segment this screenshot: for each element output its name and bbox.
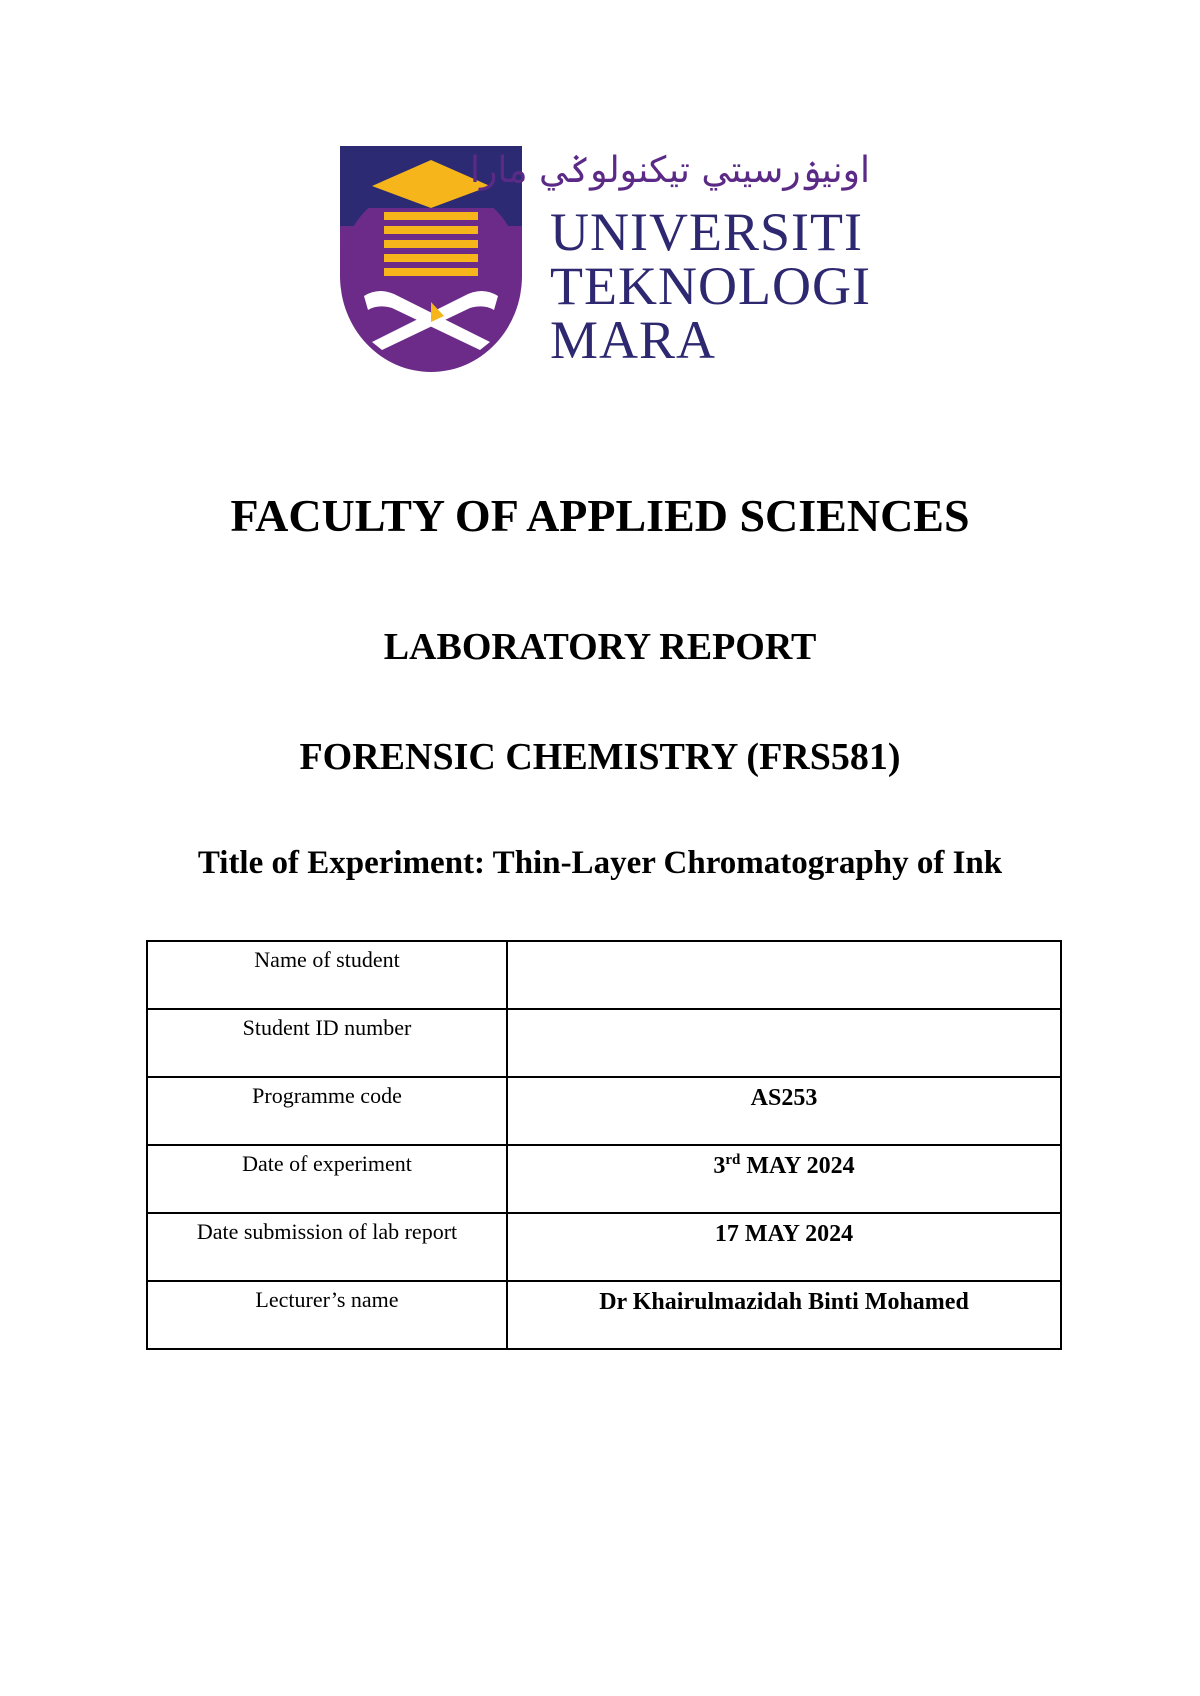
university-logo (340, 146, 880, 372)
experiment-date-ordinal: rd (725, 1152, 741, 1168)
programme-code-label: Programme code (147, 1077, 507, 1145)
jawi-university-name: اونيۏرسيتي تيكنولوݢي مارا (469, 150, 870, 191)
lecturer-name-label: Lecturer’s name (147, 1281, 507, 1349)
lecturer-name-value: Dr Khairulmazidah Binti Mohamed (507, 1281, 1061, 1349)
table-row (147, 941, 1061, 1009)
experiment-date-day: 3 (713, 1153, 726, 1179)
course-heading: FORENSIC CHEMISTRY (FRS581) (299, 736, 901, 778)
experiment-title: Title of Experiment: Thin-Layer Chromatography of Ink (197, 845, 1003, 881)
experiment-date-month-year: MAY 2024 (740, 1153, 855, 1179)
university-wordmark (469, 146, 880, 372)
experiment-date-label: Date of experiment (147, 1145, 507, 1213)
student-info-table (146, 940, 1062, 1350)
submission-date-value: 17 MAY 2024 (507, 1213, 1061, 1281)
submission-date-label: Date submission of lab report (147, 1213, 507, 1281)
faculty-heading: FACULTY OF APPLIED SCIENCES (230, 490, 970, 541)
table-row (147, 1145, 1061, 1213)
table-row (147, 1077, 1061, 1145)
student-name-label: Name of student (147, 941, 507, 1009)
table-row (147, 1009, 1061, 1077)
wordmark-line-2: TEKNOLOGI (550, 256, 871, 316)
wordmark-line-1: UNIVERSITI (550, 202, 863, 262)
student-name-value (507, 941, 1061, 1009)
wordmark-line-3: MARA (550, 310, 717, 370)
table-row (147, 1213, 1061, 1281)
report-type-heading: LABORATORY REPORT (383, 626, 817, 668)
student-id-label: Student ID number (147, 1009, 507, 1077)
student-id-value (507, 1009, 1061, 1077)
experiment-date-value (507, 1145, 1061, 1213)
table-row (147, 1281, 1061, 1349)
programme-code-value: AS253 (507, 1077, 1061, 1145)
